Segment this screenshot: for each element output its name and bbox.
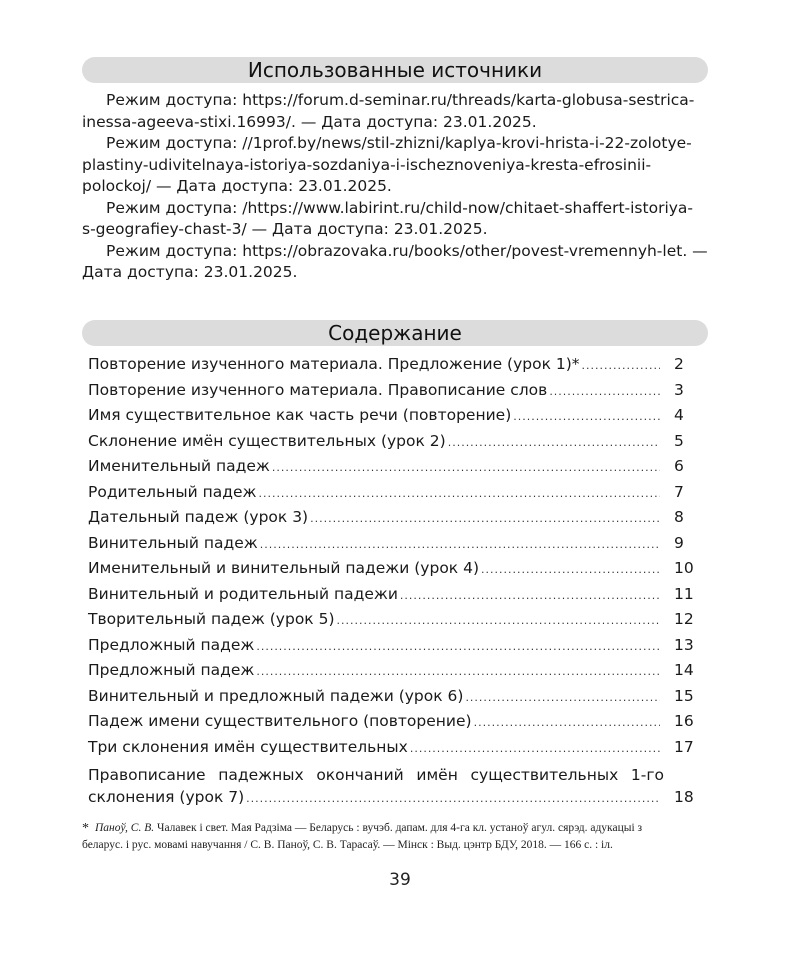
footnote-line1 (82, 820, 708, 837)
toc-entry[interactable] (88, 559, 696, 585)
source-entry (82, 90, 708, 133)
contents-heading-text: Содержание (328, 321, 462, 345)
toc-leader-dots (256, 665, 660, 678)
source-line: polockoj/ — Дата доступа: 23.01.2025. (82, 177, 392, 195)
toc-entry-page: 2 (674, 355, 684, 373)
toc-leader-dots (337, 614, 661, 627)
source-line: Режим доступа: /https://www.labirint.ru/child-now/chitaet-shaffert-istoriya- (106, 198, 694, 217)
toc-entry[interactable] (88, 406, 696, 432)
toc-entry-title: Именительный падеж (88, 457, 270, 475)
toc-entry-title-line2-row (88, 788, 696, 814)
toc-entry-title: Творительный падеж (урок 5) (88, 610, 335, 628)
footnote-mark: * (82, 821, 89, 836)
toc-entry[interactable] (88, 355, 696, 381)
source-line: plastiny-udivitelnaya-istoriya-sozdaniya-i-ischeznoveniya-kresta-efrosinii- (82, 155, 652, 174)
toc-entry-page: 11 (674, 584, 694, 603)
toc-entry-page: 18 (674, 788, 694, 806)
toc-entry-title-line2: склонения (урок 7) (88, 788, 245, 806)
toc-entry[interactable] (88, 636, 696, 662)
toc-entry-page: 3 (674, 380, 684, 399)
toc-entry[interactable] (88, 712, 696, 738)
toc-entry-page: 15 (674, 686, 694, 705)
toc-entry-page: 16 (674, 712, 694, 730)
source-line: Дата доступа: 23.01.2025. (82, 263, 298, 281)
page-number: 39 (389, 870, 411, 890)
toc-entry-title: Падеж имени существительного (повторение) (88, 712, 472, 730)
toc-entry-title: Три склонения имён существительных (88, 737, 408, 756)
footnote-text-line2: беларус. і рус. мовамі навучання / С. В. Паноў, С. В. Тарасаў. — Мінск : Выд. цэнтр БДУ, 2018. — 166 с. : іл. (82, 839, 613, 851)
toc-entry-title: Винительный падеж (88, 533, 258, 552)
toc-entry-title: Повторение изученного материала. Предложение (урок 1)* (88, 355, 580, 373)
toc-entry[interactable] (88, 661, 696, 687)
toc-entry[interactable] (88, 738, 696, 764)
toc-entry[interactable] (88, 483, 696, 509)
toc-leader-dots (481, 563, 660, 576)
toc-entry-title: Родительный падеж (88, 482, 257, 501)
toc-entry-title: Склонение имён существительных (урок 2) (88, 431, 446, 450)
toc-leader-dots (448, 436, 660, 449)
table-of-contents (88, 355, 696, 814)
toc-entry[interactable] (88, 585, 696, 611)
sources-list (82, 90, 708, 284)
source-entry (82, 241, 708, 284)
source-line: Режим доступа: //1prof.by/news/stil-zhizni/kaplya-krovi-hrista-i-22-zolotye- (106, 134, 692, 152)
toc-entry-page: 10 (674, 559, 694, 577)
toc-leader-dots (410, 742, 660, 755)
toc-entry-title: Предложный падеж (88, 661, 255, 679)
toc-entry-title: Дательный падеж (урок 3) (88, 508, 309, 526)
toc-entry-page: 4 (674, 406, 684, 424)
toc-entry-title-line1: Правописание падежных окончаний имён существительных 1-го (88, 766, 664, 784)
toc-leader-dots (246, 792, 660, 805)
toc-entry-page: 8 (674, 508, 684, 526)
toc-entry[interactable] (88, 381, 696, 407)
toc-leader-dots (258, 487, 660, 500)
toc-entry-page: 7 (674, 482, 684, 501)
footnote-text-line1: Чалавек і свет. Мая Радзіма — Беларусь : вучэб. дапам. для 4-га кл. устаноў агул. сярэд. адукацыі з (154, 822, 643, 834)
source-entry (82, 198, 708, 241)
sources-heading-text: Использованные источники (247, 58, 543, 82)
toc-entry[interactable] (88, 687, 696, 713)
toc-leader-dots (474, 716, 660, 729)
toc-entry-title: Предложный падеж (88, 635, 255, 654)
toc-entry[interactable] (88, 534, 696, 560)
toc-leader-dots (400, 589, 660, 602)
toc-entry-page: 9 (674, 533, 684, 552)
toc-leader-dots (549, 385, 660, 398)
toc-leader-dots (513, 410, 660, 423)
footnote (82, 820, 708, 854)
toc-leader-dots (582, 359, 660, 372)
source-line: Режим доступа: https://forum.d-seminar.ru/threads/karta-globusa-sestrica- (106, 91, 695, 109)
toc-entry-title: Именительный и винительный падежи (урок 4) (88, 559, 479, 577)
source-line: s-geografiey-chast-3/ — Дата доступа: 23.01.2025. (82, 220, 488, 238)
toc-entry[interactable] (88, 432, 696, 458)
toc-entry-page: 17 (674, 737, 694, 756)
toc-entry-page: 13 (674, 635, 694, 654)
toc-entry-page: 14 (674, 661, 694, 679)
toc-entry-page: 5 (674, 431, 684, 450)
toc-entry-multiline[interactable] (88, 763, 696, 814)
toc-entry-title: Имя существительное как часть речи (повторение) (88, 406, 512, 424)
toc-entry-title: Повторение изученного материала. Правописание слов (88, 380, 548, 399)
source-line: inessa-ageeva-stixi.16993/. — Дата доступа: 23.01.2025. (82, 112, 537, 131)
toc-leader-dots (272, 461, 660, 474)
toc-entry[interactable] (88, 457, 696, 483)
toc-entry[interactable] (88, 610, 696, 636)
toc-entry-page: 6 (674, 457, 684, 475)
footnote-author: Паноў, С. В. (95, 822, 155, 834)
toc-leader-dots (260, 538, 660, 551)
sources-heading (82, 57, 708, 83)
toc-entry-page: 12 (674, 610, 694, 628)
toc-leader-dots (310, 512, 660, 525)
toc-leader-dots (465, 691, 660, 704)
contents-heading (82, 320, 708, 346)
toc-entry[interactable] (88, 508, 696, 534)
toc-leader-dots (256, 640, 660, 653)
source-entry (82, 133, 708, 198)
source-line: Режим доступа: https://obrazovaka.ru/books/other/povest-vremennyh-let. — (106, 241, 708, 260)
toc-entry-title: Винительный и предложный падежи (урок 6) (88, 686, 464, 705)
toc-entry-title: Винительный и родительный падежи (88, 584, 398, 603)
